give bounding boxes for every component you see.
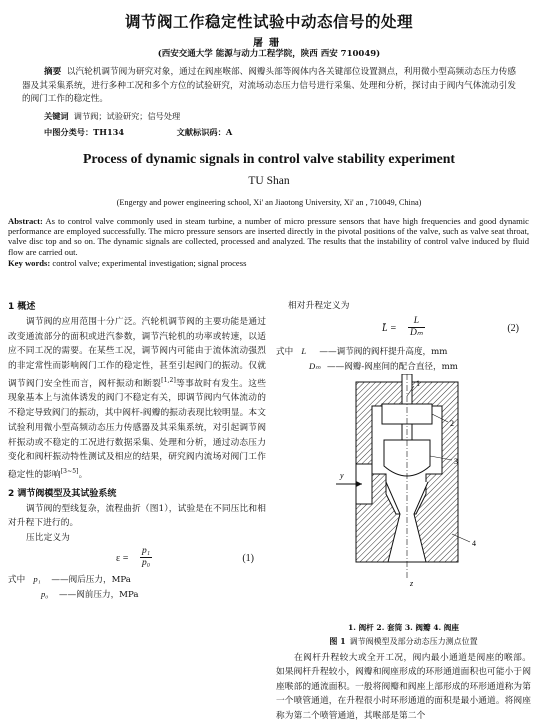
figure-caption-number: 图 1 [329, 635, 346, 646]
section-1-heading: 1 概述 [8, 302, 36, 312]
chinese-title: 调节阀工作稳定性试验中动态信号的处理 [124, 13, 413, 31]
label-2: 2 [450, 418, 454, 428]
section-1-text-b: 等事故时有发生。这些现象基本上与流体诱发的阀门不稳定有关，即调节阀内气体流动的不稳定导致阀门的振动，其中阀杆-阀瓣的振动表现比较明显。本文试验利用微小型高频动态压力传感器及其采集系统，对引起调节阀杆振动或不稳定的工况进行数据采集、处理和分析，通过动态压力变化和阀杆振动特性测试及相应的结果，研究阀内流场对阀门工作稳定性的影响 [8, 378, 267, 480]
symbol-Dm: Dₘ [309, 360, 321, 371]
english-author: TU Shan [248, 175, 290, 187]
chinese-abstract-label: 摘要 [44, 67, 62, 77]
reference-3-5: [3~5] [60, 467, 79, 475]
equation-2-lhs: L̄ = [382, 322, 397, 334]
chinese-affiliation: (西安交通大学 能源与动力工程学院，陕西 西安 710049) [157, 49, 381, 59]
section-2-heading: 2 调节阀模型及其试验系统 [8, 488, 117, 499]
label-1: 1 [416, 378, 420, 388]
right-column [276, 299, 531, 723]
relative-lift-intro: 相对升程定义为 [288, 301, 350, 311]
L-definition: ——调节阀的阀杆提升高度，mm [319, 346, 448, 357]
doc-id-label: 文献标识码： [176, 127, 226, 137]
english-keywords-text: control valve; experimental investigation; signal process [50, 257, 247, 268]
section-1-text-a: 调节阀的应用范围十分广泛。汽轮机调节阀的主要功能是通过改变通流部分的面积或进汽参数，调节汽轮机的功率或转速，以适应不同工况的需要。在某些工况，调节阀内可能由于流体流动强烈的非定常性而影响阀门工作的稳定性，甚至引起阀门的振动。仅就调节阀门安全性而言，阀杆振动和断裂 [8, 317, 266, 389]
equation-1-fraction [142, 546, 150, 569]
label-4: 4 [472, 538, 476, 548]
class-number-label: 中图分类号： [44, 127, 94, 137]
english-keywords-label: Key words: [8, 257, 51, 268]
chinese-abstract [22, 66, 516, 107]
classification-line [44, 127, 232, 138]
english-affiliation: (Engergy and power engineering school, Xi' an Jiaotong University, Xi' an , 710049, China) [116, 198, 422, 207]
pressure-ratio-intro: 压比定义为 [26, 532, 70, 543]
Dm-definition: ——阀瓣-阀座间的配合直径，mm [327, 361, 458, 372]
figure-caption [276, 636, 531, 647]
equation-1-denominator: p₀ [142, 557, 151, 568]
right-paragraph: 在阀杆升程较大或全开工况，阀内最小通道是阀座的喉部。如果阀杆升程较小，阀瓣和阀座形成的环形通道面积也可能小于阀座喉部的通流面积。一般将阀瓣和阀座上部形成的环形通道称为第一个喷管通道，在升程很小时环形通道的面积是最小通道。将阀座称为第二个喷管通道，其喉部是第二个 [276, 652, 531, 721]
equation-2 [276, 314, 531, 344]
p1-definition: ——阀后压力，MPa [51, 574, 131, 585]
equation-1-numerator: p₁ [142, 545, 151, 556]
label-y: y [340, 470, 344, 480]
chinese-keywords-label: 关键词 [44, 111, 69, 121]
equation-1-number: (1) [242, 552, 254, 564]
figure-caption-text: 调节阀模型及部分动态压力测点位置 [349, 636, 478, 646]
equation-2-denominator: Dₘ [410, 327, 423, 338]
p0-definition: ——阀前压力，MPa [59, 589, 139, 600]
symbol-L: L [301, 345, 307, 356]
english-abstract [8, 216, 529, 268]
valve-diagram [276, 374, 531, 620]
equation-2-numerator: L [413, 315, 420, 326]
reference-1-2: [1,2] [161, 376, 176, 384]
equation-1-lhs: ε = [116, 552, 129, 564]
symbol-p0: p₀ [41, 588, 49, 599]
label-3: 3 [454, 456, 458, 466]
english-abstract-text: As to control valve commonly used in steam turbine, a number of micro pressure sensors that have high frequencies and good dynamic performance are employed successfully. The micro pressure sensors are inserted directly in the pivotal positions of the valve, such as valve seat throat, valve disc top and so on. The dynamic signals are collected, processed and analyzed. The results that the instability of control valve induced by fluid flow are carried out. [8, 216, 529, 257]
left-column [8, 299, 266, 602]
figure-legend: 1. 阀杆 2. 套筒 3. 阀瓣 4. 阀座 [348, 622, 459, 632]
symbol-p1: p₁ [33, 573, 41, 584]
equation-2-fraction [410, 316, 423, 339]
label-z: z [410, 578, 414, 588]
chinese-author: 屠珊 [253, 38, 285, 49]
where-label: 式中 [8, 574, 26, 585]
equation-2-where [276, 344, 531, 374]
equation-1 [8, 546, 266, 572]
doc-id-value: A [225, 127, 233, 137]
chinese-keywords-text: 调节阀；试验研究；信号处理 [73, 111, 181, 121]
class-number-value: TH134 [93, 127, 125, 137]
equation-2-number: (2) [507, 322, 519, 334]
valve-model-figure [276, 374, 531, 620]
section-2-paragraph: 调节阀的型线复杂，流程曲折（图1），试验是在不同压比和相对升程下进行的。 [8, 503, 266, 529]
where-label: 式中 [276, 346, 294, 357]
english-title: Process of dynamic signals in control valve stability experiment [83, 151, 455, 166]
section-1-text-end: 。 [78, 469, 88, 480]
section-1-paragraph [8, 315, 266, 483]
english-abstract-label: Abstract: [8, 216, 43, 226]
chinese-keywords [44, 111, 180, 122]
equation-1-where [8, 572, 266, 602]
chinese-abstract-text: 以汽轮机调节阀为研究对象，通过在阀座喉部、阀瓣头部等阀体内各关键部位设置测点，利用微小型高频动态压力传感器及其采集系统，进行多种工况和多个方位的试验研究，对流场动态压力信号进行采集、处理和分析，探讨由于阀内气体流动引发的阀门工作的稳定性。 [22, 67, 516, 104]
